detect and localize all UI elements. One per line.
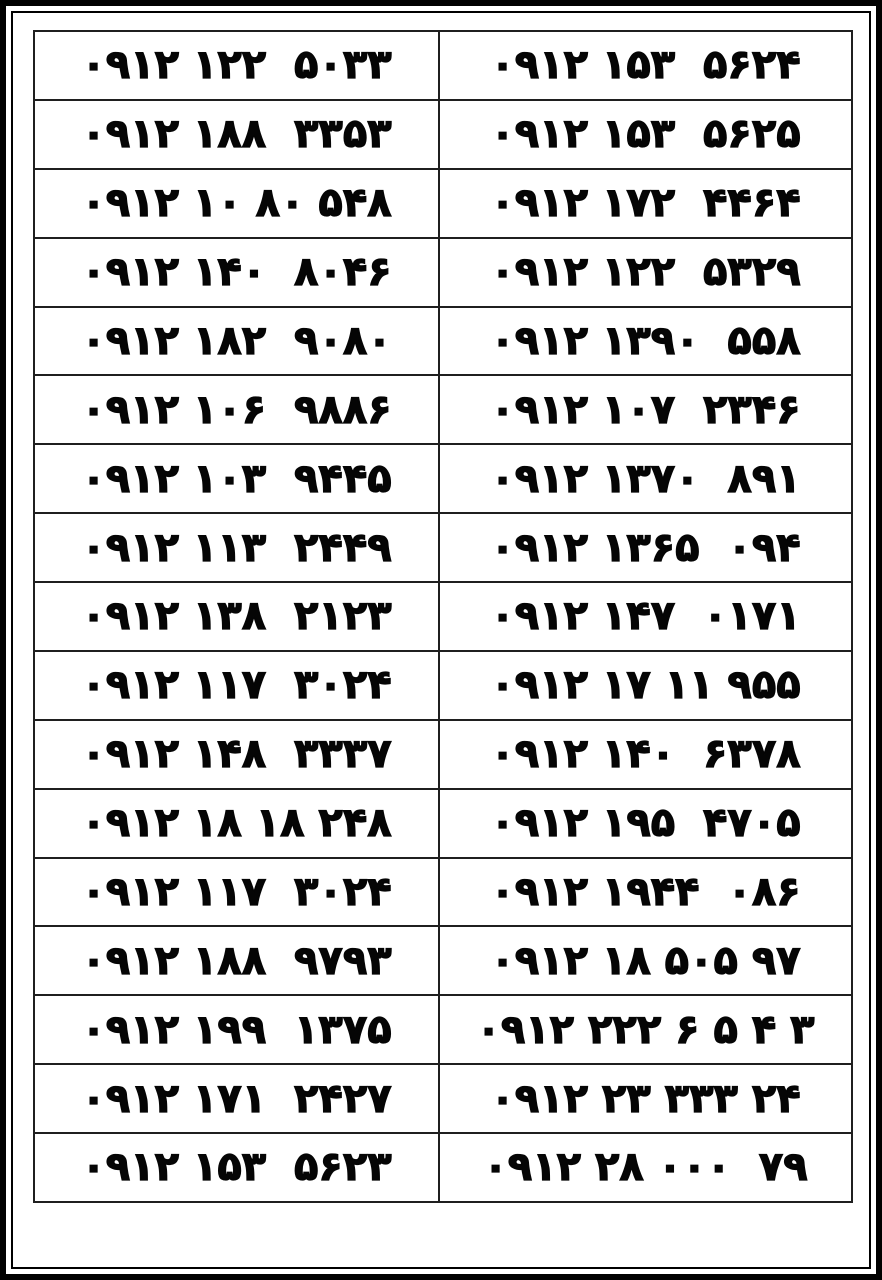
phone-number-cell-left: ۰۹۱۲ ۱۰۳ ۹۴۴۵ [35, 445, 440, 512]
phone-number-cell-right: ۰۹۱۲ ۱۲۲ ۵۳۲۹ [490, 249, 801, 296]
phone-number-cell-right: ۰۹۱۲ ۱۷ ۱۱ ۹۵۵ [490, 662, 801, 709]
phone-number-cell-left: ۰۹۱۲ ۱۱۳ ۲۴۴۹ [35, 514, 440, 581]
table-row [35, 1132, 851, 1201]
phone-number-cell-left: ۰۹۱۲ ۱۰ ۸۰ ۵۴۸ [35, 170, 440, 237]
table-row [35, 581, 851, 650]
phone-number-cell-left: ۰۹۱۲ ۱۷۱ ۲۴۲۷ [35, 1065, 440, 1132]
table-row [35, 650, 851, 719]
phone-number-cell-left: ۰۹۱۲ ۱۵۳ ۵۶۲۳ [35, 1134, 440, 1201]
phone-number-cell-right: ۰۹۱۲ ۱۸ ۵۰۵ ۹۷ [490, 937, 801, 984]
table-row [35, 857, 851, 926]
phone-number-cell-left: ۰۹۱۲ ۱۳۸ ۲۱۲۳ [35, 583, 440, 650]
table-row [35, 99, 851, 168]
phone-number-cell-right: ۰۹۱۲ ۱۴۰ ۶۳۷۸ [490, 731, 801, 778]
phone-number-cell-left: ۰۹۱۲ ۱۴۸ ۳۳۳۷ [35, 721, 440, 788]
phone-number-cell-right: ۰۹۱۲ ۱۵۳ ۵۶۲۴ [490, 42, 801, 89]
phone-number-cell-right: ۰۹۱۲ ۱۰۷ ۲۳۴۶ [490, 386, 801, 433]
table-row [35, 719, 851, 788]
table-row [35, 168, 851, 237]
phone-number-cell-right: ۰۹۱۲ ۱۷۲ ۴۴۶۴ [490, 180, 801, 227]
phone-number-cell-right: ۰۹۱۲ ۱۹۴۴ ۰۸۶ [490, 868, 801, 915]
phone-number-cell-left: ۰۹۱۲ ۱۰۶ ۹۸۸۶ [35, 376, 440, 443]
phone-number-cell-right: ۰۹۱۲ ۱۹۵ ۴۷۰۵ [490, 800, 801, 847]
table-row [35, 443, 851, 512]
table-row [35, 374, 851, 443]
phone-number-cell-right: ۰۹۱۲ ۱۳۹۰ ۵۵۸ [490, 317, 801, 364]
phone-number-cell-right: ۰۹۱۲ ۱۴۷ ۰۱۷۱ [490, 593, 801, 640]
table-row [35, 32, 851, 99]
phone-number-cell-left: ۰۹۱۲ ۱۴۰ ۸۰۴۶ [35, 239, 440, 306]
phone-number-cell-left: ۰۹۱۲ ۱۱۷ ۳۰۲۴ [35, 652, 440, 719]
phone-number-cell-left: ۰۹۱۲ ۱۲۲ ۵۰۳۳ [35, 32, 440, 99]
phone-number-cell-left: ۰۹۱۲ ۱۸۸ ۹۷۹۳ [35, 927, 440, 994]
phone-number-table [33, 30, 853, 1203]
table-row [35, 1063, 851, 1132]
phone-number-cell-right: ۰۹۱۲ ۱۳۶۵ ۰۹۴ [490, 524, 801, 571]
table-row [35, 512, 851, 581]
table-row [35, 994, 851, 1063]
table-row [35, 788, 851, 857]
phone-number-cell-left: ۰۹۱۲ ۱۹۹ ۱۳۷۵ [35, 996, 440, 1063]
phone-number-cell-left: ۰۹۱۲ ۱۸۲ ۹۰۸۰ [35, 308, 440, 375]
table-row [35, 925, 851, 994]
phone-number-cell-right: ۰۹۱۲ ۲۸ ۰۰۰ ۷۹ [483, 1144, 808, 1191]
phone-number-cell-left: ۰۹۱۲ ۱۱۷ ۳۰۲۴ [35, 859, 440, 926]
phone-number-cell-left: ۰۹۱۲ ۱۸۸ ۳۳۵۳ [35, 101, 440, 168]
phone-number-cell-right: ۰۹۱۲ ۱۵۳ ۵۶۲۵ [490, 111, 801, 158]
table-row [35, 306, 851, 375]
phone-number-cell-right: ۰۹۱۲ ۱۳۷۰ ۸۹۱ [490, 455, 801, 502]
phone-number-cell-right: ۰۹۱۲ ۲۲۲ ۶ ۵ ۴ ۳ [476, 1006, 815, 1053]
phone-number-cell-left: ۰۹۱۲ ۱۸ ۱۸ ۲۴۸ [35, 790, 440, 857]
table-row [35, 237, 851, 306]
phone-number-cell-right: ۰۹۱۲ ۲۳ ۳۳۳ ۲۴ [490, 1075, 801, 1122]
